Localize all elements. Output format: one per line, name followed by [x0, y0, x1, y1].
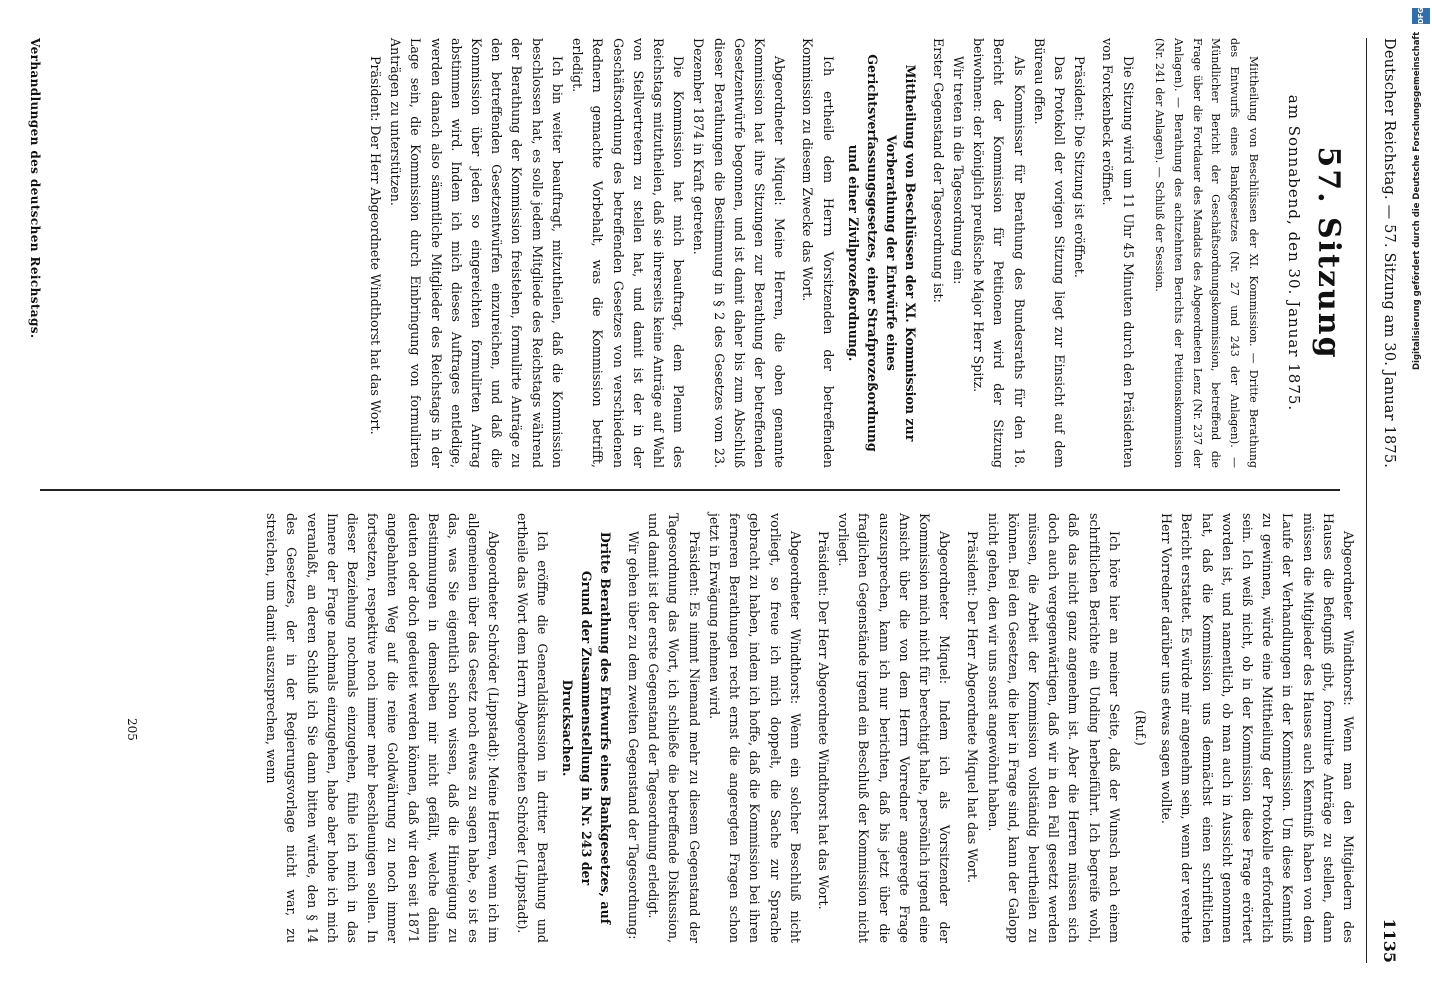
paragraph: Die Sitzung wird um 11 Uhr 45 Minuten durch den Präsidenten von Forckenbeck eröffnet.: [1100, 38, 1136, 468]
dfg-logo-badge: DFG: [1412, 8, 1430, 24]
paragraph: Präsident: Der Herr Abgeordnete Windthorst hat das Wort.: [815, 531, 831, 910]
paragraph: Präsident: Der Herr Abgeordnete Windthorst hat das Wort.: [368, 56, 384, 435]
paragraph: Abgeordneter Miquel: Meine Herren, die oben genannte Kommission hat ihre Sitzungen zur Berathung der betreffenden Gesetzentwürfe begonnen, und ist damit daher bis zum Abschluß dieser Berathungen die Bestimmung in § 2 des Gesetzes vom 23. Dezember 1874 in Kraft getreten.: [691, 38, 788, 468]
header-page-number: 1135: [1380, 918, 1399, 963]
paragraph: Präsident: Der Herr Abgeordnete Miquel hat das Wort.: [965, 531, 981, 883]
running-header: [1366, 38, 1407, 963]
paragraph: Abgeordneter Windthorst: Wenn ein solcher Beschluß nicht vorliegt, so freue ich mich doppelt, die Sache zur Sprache gebracht zu haben, indem ich hoffe, daß die Kommission bei ihren ferneren Berathungen recht ernst die angeregten Fragen schon jetzt in Erwägung nehmen wird.: [706, 513, 803, 943]
footer-title: Verhandlungen des deutschen Reichstags.: [28, 38, 42, 339]
paragraph: Präsident: Die Sitzung ist eröffnet.: [1072, 56, 1088, 278]
paragraph: Ich eröffne die Generaldiskussion in dritter Berathung und ertheile das Wort dem Herrn Abgeordneten Schröder (Lippstadt).: [514, 513, 550, 943]
signature-mark: 205: [125, 718, 139, 741]
paragraph: Ich bin weiter beauftragt, mitzutheilen, daß die Kommission beschlossen hat, es solle jedem Mitgliede des Reichstags während der Berathung der Kommission freistehen, formulirte Anträge zu den betreffenden Gesetzentwürfen einzureichen, und daß die Kommission über jeden so eingereichten formulirten Antrag abstimmen wird. Indem ich mich dieses Auftrages entledige, werden danach also sämmtliche Mitglieder des Reichstags in der Lage sein, die Kommission durch Einbringung von formulirten Anträgen zu unterstützen.: [388, 38, 565, 468]
section-heading: Dritte Berathung des Entwurfs eines Bankgesetzes, auf Grund der Zusammenstellung in Nr. 243 der Drucksachen.: [559, 531, 613, 925]
paragraph: Die Kommission hat mich beauftragt, dem Plenum des Reichstags mitzutheilen, daß sie ihrerseits keine Anträge auf Wahl von Stellvertretern zu stellen hat, und damit ist der in der Geschäftsordnung des betreffenden Gesetzes von verschiedenen Rednern gemachte Vorbehalt, was die Kommission betrifft, erledigt.: [570, 38, 687, 468]
paragraph: Ich ertheile dem Herrn Vorsitzenden der betreffenden Kommission zu diesem Zwecke das Wort.: [800, 38, 836, 468]
header-title: Deutscher Reichstag. — 57. Sitzung am 30. Januar 1875.: [1381, 38, 1397, 469]
session-date: am Sonnabend, den 30. Januar 1875.: [1285, 94, 1303, 412]
column-divider: [40, 489, 1340, 491]
paragraph: Wir gehen über zu dem zweiten Gegenstand der Tagesordnung:: [626, 531, 642, 940]
paragraph: Wir treten in die Tagesordnung ein:: [950, 56, 966, 285]
section-heading: Mittheilung von Beschlüssen der XI. Kommission zur Vorberathung der Entwürfe eines Gerichtsverfassungsgesetzes, einer Strafprozeßordnung und einer Zivilprozeßordnung.: [845, 54, 918, 452]
right-column: [261, 513, 1358, 943]
digitization-note: Digitalisierung gefördert durch die Deutsche Forschungsgemeinschaft: [1412, 32, 1422, 371]
paragraph: Abgeordneter Miquel: Indem ich als Vorsitzender der Kommission mich nicht für berechtigt halte, persönlich irgend eine Ansicht über die von dem Herrn Vorredner angeregte Frage auszusprechen, kann ich nur berichten, daß bis jetzt über die fraglichen Gegenstände irgend ein Beschluß der Kommission nicht vorliegt.: [836, 513, 953, 943]
left-column: [365, 38, 1354, 468]
paragraph: Abgeordneter Schröder (Lippstadt): Meine Herren, wenn ich im allgemeinen über das Gesetz noch etwas zu sagen habe, so ist es das, was Sie eigentlich schon wissen, daß die Hinneigung zu Bestimmungen in demselben mir nicht gefällt, welche dahin deuten oder doch gedeutet werden können, daß wir den seit 1871 angebahnten Weg auf die reine Goldwährung zu noch immer fortsetzen, respektive noch immer mehr beschleunigen sollen. In dieser Beziehung nochmals einzugehen, fühle ich mich in das Innere der Frage nachmals einzugehen, habe aber hohe ich mich veranlaßt, an deren Schluß ich Sie dann bitten würde, den § 14 des Gesetzes, der in der Regierungsvorlage nicht war, zu streichen, um damit auszusprechen, wenn: [264, 513, 502, 943]
agenda-summary: Mittheilung von Beschlüssen der XI. Kommission. — Dritte Berathung des Entwurfs eines Bankgesetzes (Nr. 27 und 243 der Anlagen). — Mündlicher Bericht der Geschäftsordnungskommission, betreffend die Frage über die Fortdauer des Mandats des Abgeordneten Lenz (Nr. 237 der Anlagen). — Berathung des achtzehnten Berichts der Petitionskommission (Nr. 241 der Anlagen). — Schluß der Session.: [1153, 38, 1260, 468]
paragraph: Als Kommissar für Berathung des Bundesraths für den 18. Bericht der Kommission für Petitionen wird der Sitzung beiwohnen: der königlich preußische Major Herr Spitz.: [971, 38, 1027, 468]
paragraph: Präsident: Es nimmt Niemand mehr zu diesem Gegenstand der Tagesordnung das Wort, ich schließe die betreffende Diskussion, und damit ist der erste Gegenstand der Tagesordnung erledigt.: [646, 513, 702, 943]
paragraph: Das Protokoll der vorigen Sitzung liegt zur Einsicht auf dem Büreau offen.: [1031, 38, 1067, 468]
paragraph: Erster Gegenstand der Tagesordnung ist:: [930, 38, 946, 303]
paragraph: Abgeordneter Windthorst: Wenn man den Mitgliedern des Hauses die Befugniß gibt, formulirte Anträge zu stellen, dann müssen die Mitglieder des Hauses auch Kenntniß haben von dem Laufe der Verhandlungen in der Kommission. Um diese Kenntniß zu gewinnen, würde eine Mittheilung der Protokolle erforderlich sein. Ich weiß nicht, ob in der Kommission diese Frage erörtert worden ist, und namentlich, ob man auch in Aussicht genommen hat, daß die Kommission uns demnächst einen schriftlichen Bericht erstattet. Es würde mir angenehm sein, wenn der verehrte Herr Vorredner darüber uns etwas sagen wollte.: [1159, 513, 1356, 943]
session-title: 57. Sitzung: [1311, 146, 1346, 360]
interjection: (Ruf.): [1132, 710, 1148, 746]
paragraph: Ich höre hier an meiner Seite, daß der Wunsch nach einem schriftlichen Berichte ein Unding herbeiführt. Ich begreife wohl, daß das nicht ganz angenehm ist. Aber die Herren müssen sich doch auch vergegenwärtigen, daß wir in den Fall gesetzt werden müssen, die Arbeit der Kommission vollständig beurtheilen zu können. Bei den Gesetzen, die hier in Frage sind, kann der Galopp nicht gehen, den wir uns sonst angewöhnt haben.: [985, 513, 1122, 943]
